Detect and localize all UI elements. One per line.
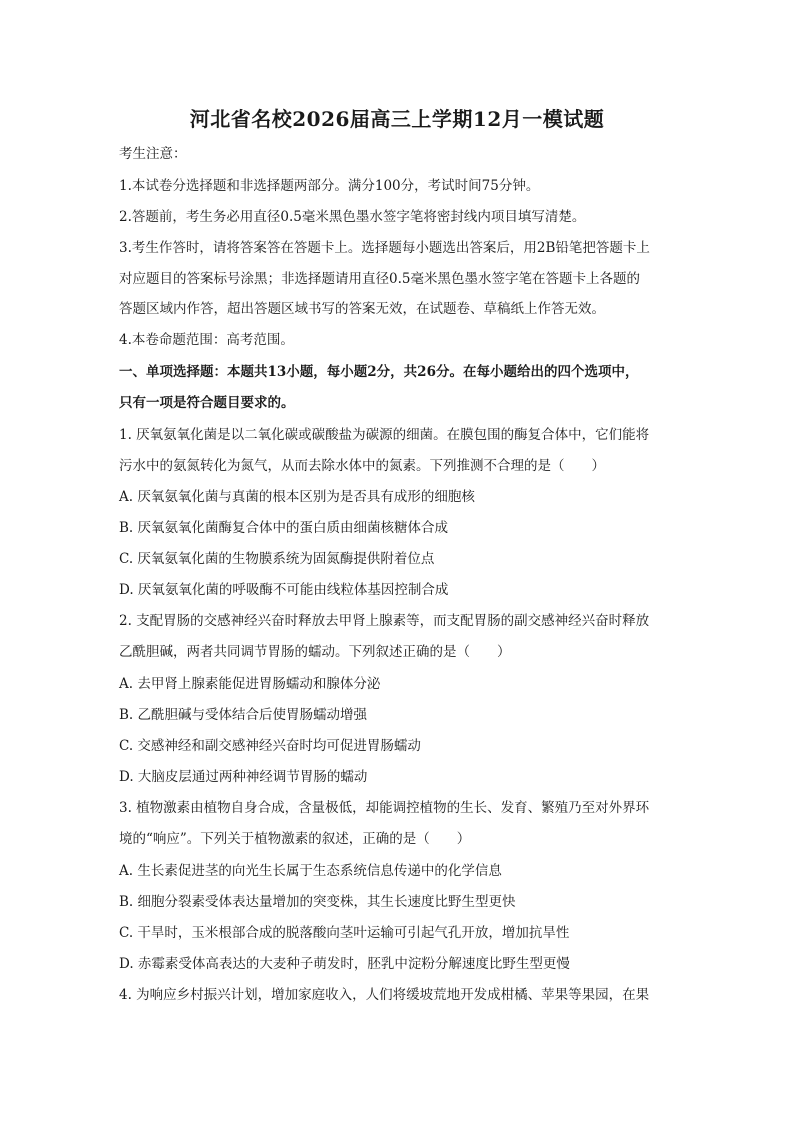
question-3-option-d: D. 赤霉素受体高表达的大麦种子萌发时，胚乳中淀粉分解速度比野生型更慢: [119, 956, 570, 972]
question-1-option-c: C. 厌氧氨氧化菌的生物膜系统为固氮酶提供附着位点: [119, 551, 435, 567]
question-1-stem: 1. 厌氧氨氧化菌是以二氧化碳或碳酸盐为碳源的细菌。在膜包围的酶复合体中，它们能将: [119, 427, 650, 443]
question-1-option-b: B. 厌氧氨氧化菌酶复合体中的蛋白质由细菌核糖体合成: [119, 520, 449, 536]
question-3-stem: 3. 植物激素由植物自身合成，含量极低，却能调控植物的生长、发育、繁殖乃至对外界环: [119, 800, 650, 816]
question-3-option-b: B. 细胞分裂素受体表达量增加的突变株，其生长速度比野生型更快: [119, 894, 516, 910]
question-3-option-a: A. 生长素促进茎的向光生长属于生态系统信息传递中的化学信息: [119, 863, 502, 879]
notice-heading: 考生注意：: [119, 146, 187, 162]
question-2-option-d: D. 大脑皮层通过两种神经调节胃肠的蠕动: [119, 769, 368, 785]
exam-title: 河北省名校2026届高三上学期12月一模试题: [189, 107, 605, 131]
question-1-option-a: A. 厌氧氨氧化菌与真菌的根本区别为是否具有成形的细胞核: [119, 489, 475, 505]
notice-line-3-cont: 对应题目的答案标号涂黑；非选择题请用直径0.5毫米黑色墨水签字笔在答题卡上各题的: [119, 271, 640, 287]
notice-line-2: 2.答题前，考生务必用直径0.5毫米黑色墨水签字笔将密封线内项目填写清楚。: [119, 209, 586, 225]
section-heading: 一、单项选择题：本题共13小题，每小题2分，共26分。在每小题给出的四个选项中，: [119, 364, 639, 380]
question-3-option-c: C. 干旱时，玉米根部合成的脱落酸向茎叶运输可引起气孔开放，增加抗旱性: [119, 925, 570, 941]
notice-line-3: 3.考生作答时，请将答案答在答题卡上。选择题每小题选出答案后，用2B铅笔把答题卡上: [119, 240, 650, 256]
question-2-stem-cont: 乙酰胆碱，两者共同调节胃肠的蠕动。下列叙述正确的是（ ）: [119, 644, 511, 660]
question-2-option-c: C. 交感神经和副交感神经兴奋时均可促进胃肠蠕动: [119, 738, 421, 754]
question-3-stem-cont: 境的“响应”。下列关于植物激素的叙述，正确的是（ ）: [119, 831, 471, 847]
question-2-option-a: A. 去甲肾上腺素能促进胃肠蠕动和腺体分泌: [119, 676, 381, 692]
question-2-stem: 2. 支配胃肠的交感神经兴奋时释放去甲肾上腺素等，而支配胃肠的副交感神经兴奋时释放: [119, 613, 650, 629]
question-1-stem-cont: 污水中的氨氮转化为氮气，从而去除水体中的氮素。下列推测不合理的是（ ）: [119, 458, 605, 474]
section-heading-cont: 只有一项是符合题目要求的。: [119, 395, 295, 411]
question-2-option-b: B. 乙酰胆碱与受体结合后使胃肠蠕动增强: [119, 707, 368, 723]
notice-line-3-cont2: 答题区域内作答，超出答题区域书写的答案无效，在试题卷、草稿纸上作答无效。: [119, 301, 605, 317]
question-4-stem: 4. 为响应乡村振兴计划，增加家庭收入，人们将缓坡荒地开发成柑橘、苹果等果园，在果: [119, 987, 650, 1003]
notice-line-4: 4.本卷命题范围：高考范围。: [119, 332, 294, 348]
notice-line-1: 1.本试卷分选择题和非选择题两部分。满分100分，考试时间75分钟。: [119, 178, 540, 194]
question-1-option-d: D. 厌氧氨氧化菌的呼吸酶不可能由线粒体基因控制合成: [119, 582, 449, 598]
